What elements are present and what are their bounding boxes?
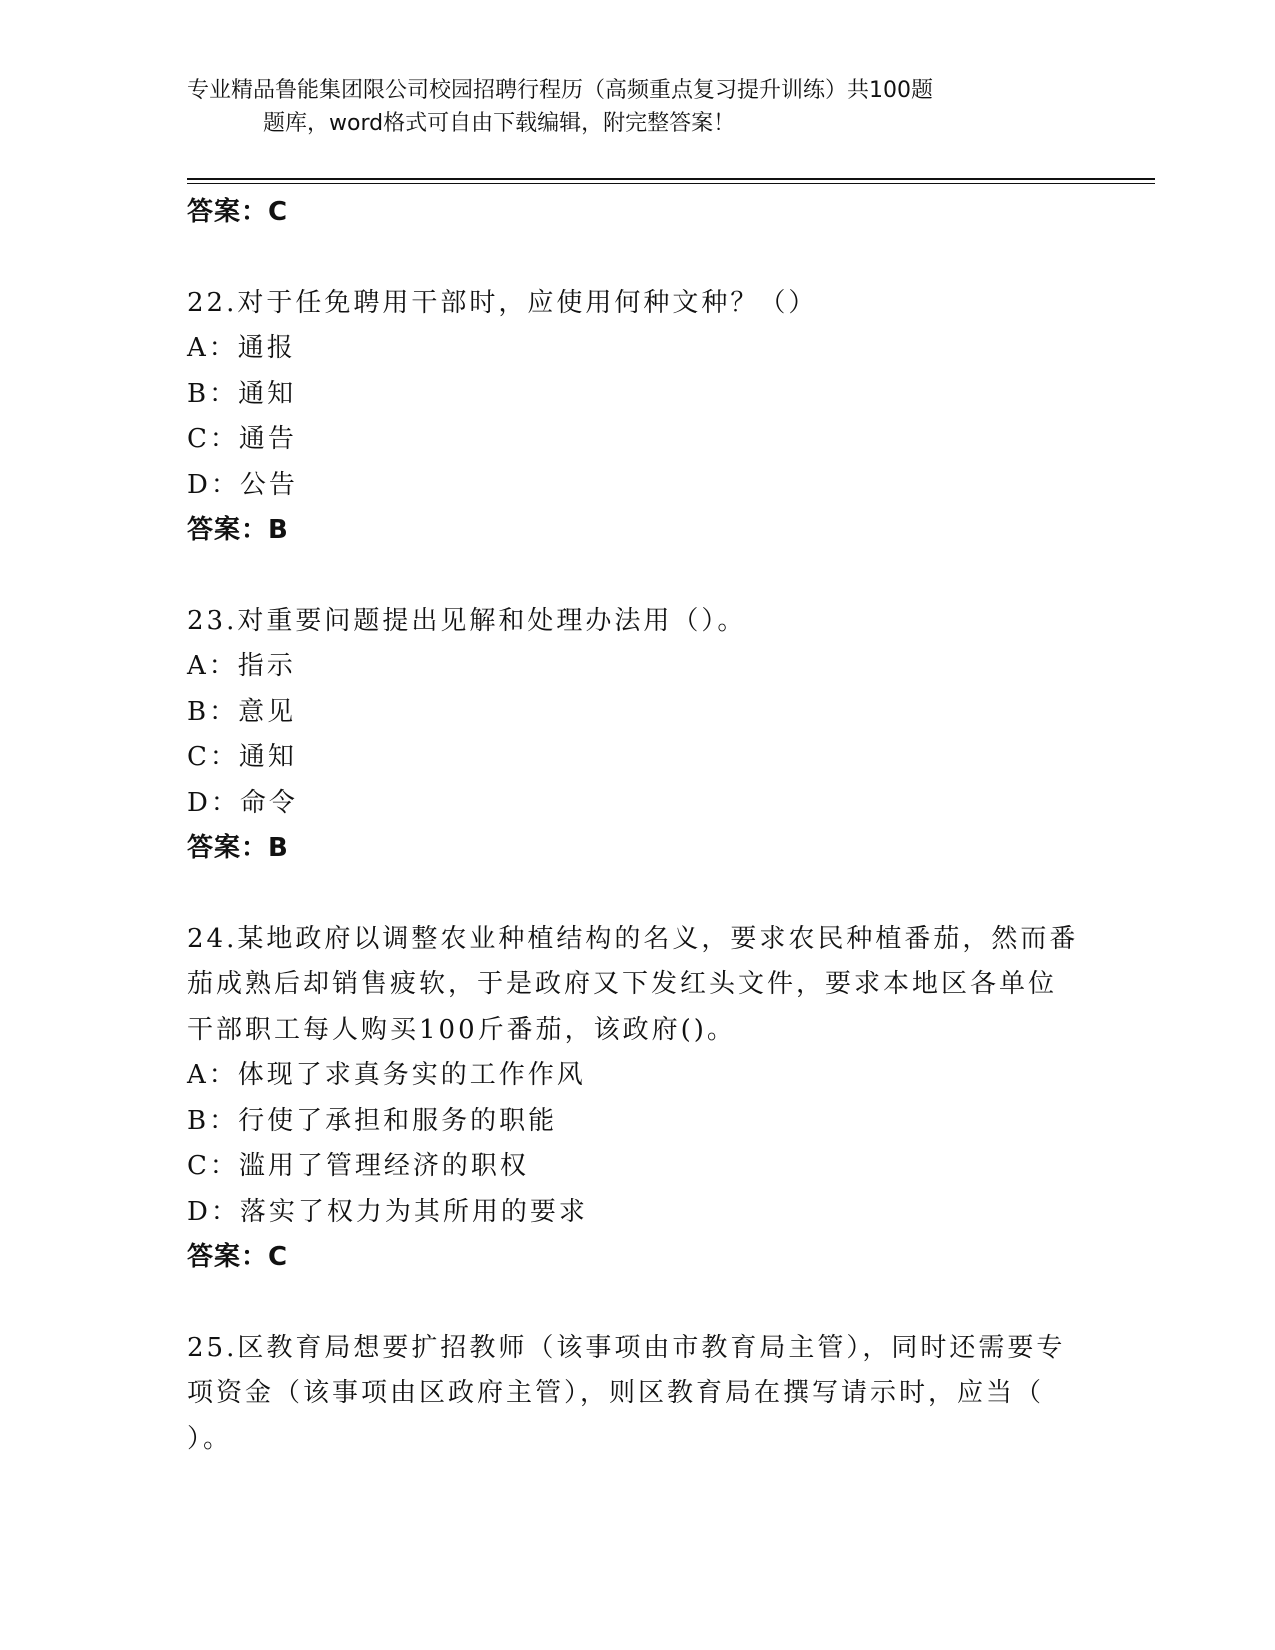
- question-25: [187, 1326, 1087, 1463]
- question-text: 22.对于任免聘用干部时，应使用何种文种？（）: [187, 287, 818, 318]
- question-22: [187, 281, 1087, 554]
- answer: 答案：B: [187, 833, 289, 863]
- option-b: B：意见: [187, 696, 297, 727]
- header-title-line2: 题库，word格式可自由下载编辑，附完整答案！: [263, 111, 736, 136]
- document-header: [187, 74, 1047, 140]
- option-d: D：落实了权力为其所用的要求: [187, 1196, 588, 1227]
- header-rule-thick: [187, 178, 1155, 180]
- question-text-line: 项资金（该事项由区政府主管），则区教育局在撰写请示时，应当（: [187, 1378, 1045, 1408]
- spacer: [187, 554, 1087, 599]
- document-body: [187, 190, 1087, 1462]
- option-c: C：通知: [187, 742, 297, 772]
- spacer: [187, 872, 1087, 917]
- option-a: A：指示: [187, 651, 296, 681]
- answer: 答案：C: [187, 1242, 289, 1272]
- question-24: [187, 917, 1087, 1281]
- question-text-line: ）。: [187, 1423, 233, 1454]
- question-text: 23.对重要问题提出见解和处理办法用（）。: [187, 605, 747, 636]
- header-title-line1: 专业精品鲁能集团限公司校园招聘行程历（高频重点复习提升训练）共100题: [187, 78, 933, 103]
- option-c: C：滥用了管理经济的职权: [187, 1151, 529, 1181]
- option-d: D：公告: [187, 469, 298, 500]
- spacer: [187, 236, 1087, 281]
- option-b: B：通知: [187, 378, 297, 409]
- option-c: C：通告: [187, 424, 297, 454]
- header-rule-thin: [187, 183, 1155, 184]
- option-a: A：体现了求真务实的工作作风: [187, 1060, 586, 1090]
- question-text-line: 25.区教育局想要扩招教师（该事项由市教育局主管），同时还需要专: [187, 1332, 1066, 1363]
- question-23: [187, 599, 1087, 872]
- question-text-line: 茄成熟后却销售疲软，于是政府又下发红头文件，要求本地区各单位: [187, 969, 1058, 999]
- option-b: B：行使了承担和服务的职能: [187, 1105, 558, 1136]
- option-d: D：命令: [187, 787, 298, 818]
- question-text-line: 24.某地政府以调整农业种植结构的名义，要求农民种植番茄，然而番: [187, 923, 1079, 954]
- spacer: [187, 1281, 1087, 1326]
- answer-previous: 答案：C: [187, 197, 289, 227]
- question-text-line: 干部职工每人购买100斤番茄，该政府()。: [187, 1014, 736, 1045]
- option-a: A：通报: [187, 333, 296, 363]
- answer: 答案：B: [187, 515, 289, 545]
